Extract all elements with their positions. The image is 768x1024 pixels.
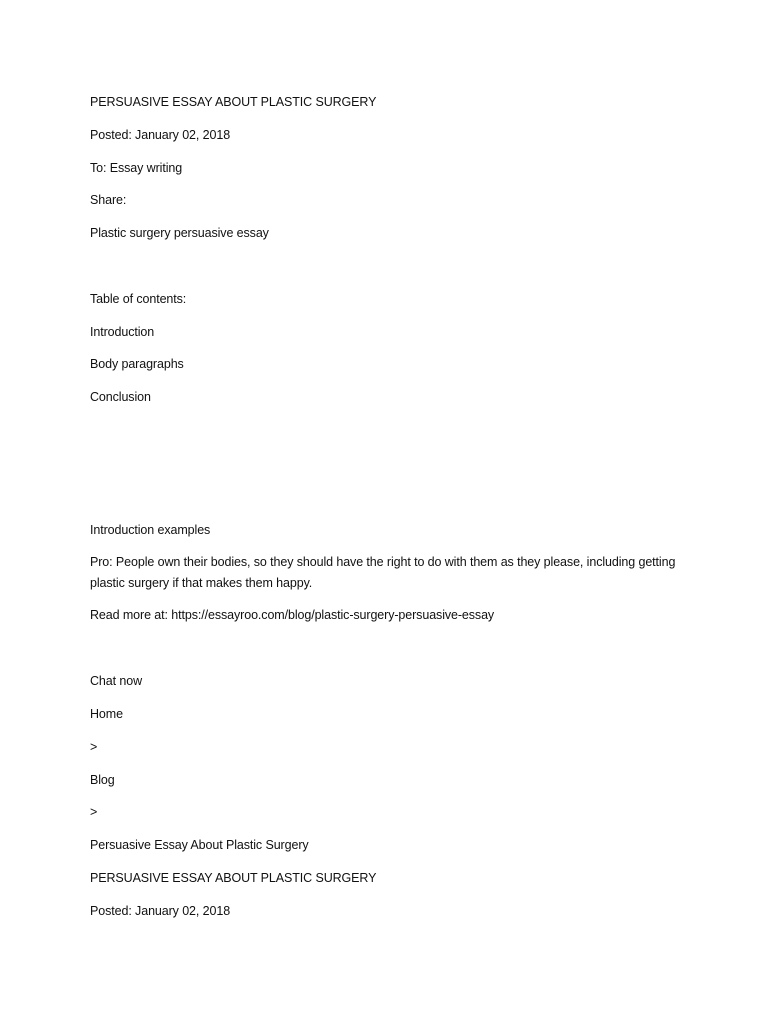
- pro-paragraph: Pro: People own their bodies, so they should have the right to do with them as they please, including getting plastic surgery if that makes them happy.: [90, 555, 676, 590]
- chat-now-text: Chat now: [90, 674, 143, 688]
- toc-heading: Table of contents:: [90, 292, 187, 306]
- posted-date: Posted: January 02, 2018: [90, 128, 231, 142]
- toc-item-conclusion: Conclusion: [90, 390, 151, 404]
- breadcrumb-separator: >: [90, 805, 98, 819]
- toc-item-body-paragraphs: Body paragraphs: [90, 357, 184, 371]
- document-title: PERSUASIVE ESSAY ABOUT PLASTIC SURGERY: [90, 95, 377, 109]
- toc-item-introduction: Introduction: [90, 325, 155, 339]
- subtitle: Plastic surgery persuasive essay: [90, 226, 269, 240]
- breadcrumb-separator: >: [90, 740, 98, 754]
- intro-examples-heading: Introduction examples: [90, 523, 211, 537]
- document-title-repeat: PERSUASIVE ESSAY ABOUT PLASTIC SURGERY: [90, 871, 377, 885]
- read-more-line: Read more at: https://essayroo.com/blog/plastic-surgery-persuasive-essay: [90, 608, 495, 622]
- category-line: To: Essay writing: [90, 161, 183, 175]
- share-label: Share:: [90, 193, 127, 207]
- posted-date-repeat: Posted: January 02, 2018: [90, 904, 231, 918]
- breadcrumb-home: Home: [90, 707, 123, 721]
- breadcrumb-current: Persuasive Essay About Plastic Surgery: [90, 838, 309, 852]
- breadcrumb-blog: Blog: [90, 773, 115, 787]
